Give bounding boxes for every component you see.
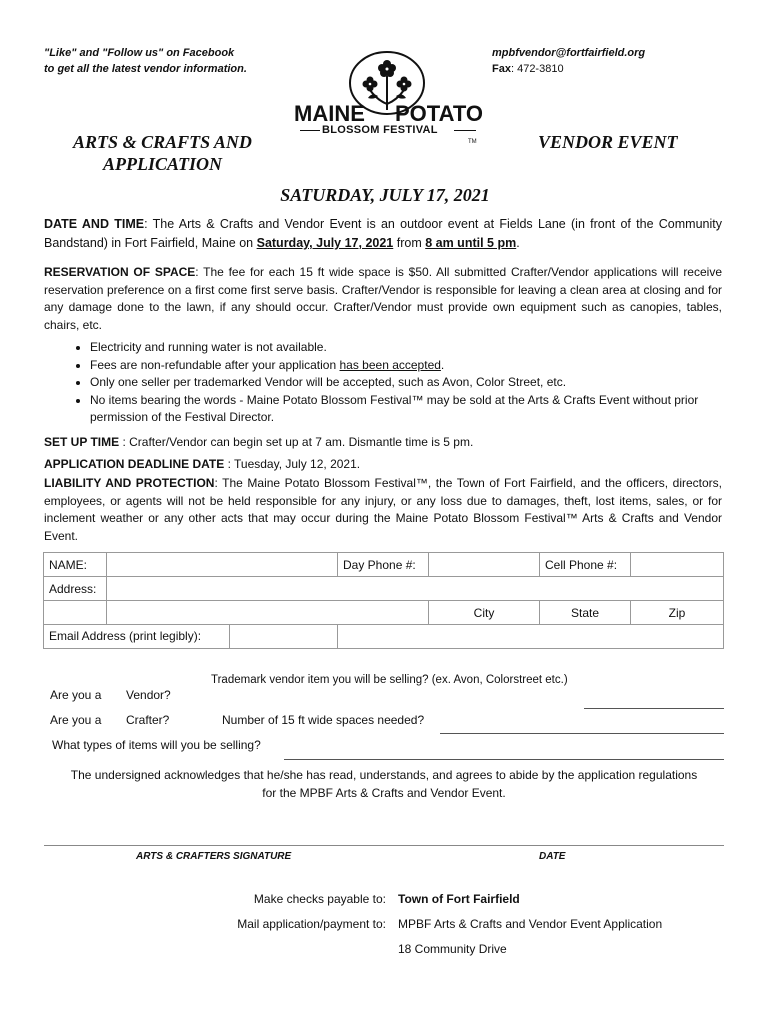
logo-blossom-festival: BLOSSOM FESTIVAL xyxy=(322,124,438,136)
event-hours: 8 am until 5 pm xyxy=(425,236,517,250)
trademark-question: Trademark vendor item you will be selling? (ex. Avon, Colorstreet etc.) xyxy=(211,674,568,686)
reservation-paragraph xyxy=(44,264,722,334)
liability-text: : The Maine Potato Blossom Festival™, the Town of Fort Fairfield, and the officers, directors, employees, or agents will not be held responsible for any injury, or any loss due to damages, theft, lost items, sales, or for inclement weather or any other acts that may occur during the Maine Potato Blossom Festival™ Arts & Crafts and Vendor Event. xyxy=(44,476,723,543)
are-you-label-2: Are you a xyxy=(50,713,102,727)
title-left-line2: APPLICATION xyxy=(102,154,222,174)
acknowledgement-line2: for the MPBF Arts & Crafts and Vendor Event. xyxy=(262,786,506,800)
contact-info xyxy=(492,45,645,77)
date-time-end: . xyxy=(516,236,520,250)
title-left xyxy=(60,131,265,175)
deadline-paragraph xyxy=(44,456,722,474)
state-label: State xyxy=(540,601,631,625)
cell-phone-field[interactable] xyxy=(631,553,724,577)
logo-potato: POTATO xyxy=(395,101,483,126)
date-label: DATE xyxy=(539,851,566,862)
crafter-checkbox-label[interactable]: Crafter? xyxy=(126,713,170,727)
setup-paragraph xyxy=(44,434,722,452)
list-item: • No items bearing the words - Maine Potato Blossom Festival™ may be sold at the Arts & Crafts Event without prior permission of the Festival Director. xyxy=(90,392,740,427)
address-field[interactable] xyxy=(107,577,724,601)
date-time-from: from xyxy=(393,236,426,250)
day-phone-label: Day Phone #: xyxy=(338,553,429,577)
address-label: Address: xyxy=(44,577,107,601)
date-time-label: DATE AND TIME xyxy=(44,217,145,231)
list-item xyxy=(90,357,740,375)
mail-label: Mail application/payment to: xyxy=(237,917,386,931)
logo-maine: MAINE xyxy=(294,101,365,126)
trademark-answer-line[interactable] xyxy=(584,708,724,709)
email-row xyxy=(44,625,338,649)
date-time-paragraph xyxy=(44,215,722,253)
date-time-text: : The Arts & Crafts and Vendor Event is an outdoor event at Fields Lane (in front of the Community Bandstand) in Fort Fairfield, Maine on xyxy=(44,217,722,250)
reservation-text: : The fee for each 15 ft wide space is $50. All submitted Crafter/Vendor applications will receive reservation preference on a first come first serve basis. Crafter/Vendor is responsible for leaving a clean area at closing and for any damage done to the lawn, if any should occur. Crafter/Vendor must provide own equipment such as canopies, tables, chairs, etc. xyxy=(44,265,722,332)
mail-address-line1: MPBF Arts & Crafts and Vendor Event Application xyxy=(398,917,663,931)
title-right: VENDOR EVENT xyxy=(538,132,678,152)
bullet-underlined: has been accepted xyxy=(339,357,441,372)
facebook-note-line2: to get all the latest vendor information. xyxy=(44,63,247,75)
vendor-checkbox-label[interactable]: Vendor? xyxy=(126,688,171,702)
fax-line xyxy=(492,61,645,77)
item-types-answer-line[interactable] xyxy=(284,759,724,760)
logo-rule-right xyxy=(454,130,476,131)
acknowledgement xyxy=(44,766,724,802)
address-line2-spacer xyxy=(44,601,107,625)
event-date: Saturday, July 17, 2021 xyxy=(256,236,394,250)
address-line2-field[interactable] xyxy=(107,601,429,625)
city-label: City xyxy=(429,601,540,625)
email-label: Email Address (print legibly): xyxy=(44,625,230,648)
signature-label: ARTS & CRAFTERS SIGNATURE xyxy=(136,851,292,862)
name-label: NAME: xyxy=(44,553,107,577)
bullet-text: Fees are non-refundable after your application xyxy=(90,357,340,372)
name-field[interactable] xyxy=(107,553,338,577)
deadline-label: APPLICATION DEADLINE DATE xyxy=(44,457,225,471)
facebook-note xyxy=(44,45,247,77)
fax-number: : 472-3810 xyxy=(510,63,564,75)
list-item: • Electricity and running water is not available. xyxy=(90,339,740,357)
vendor-email: mpbfvendor@fortfairfield.org xyxy=(492,47,646,59)
cell-phone-label: Cell Phone #: xyxy=(540,553,631,577)
deadline-text: : Tuesday, July 12, 2021. xyxy=(224,457,361,471)
liability-label: LIABILITY AND PROTECTION xyxy=(44,476,215,490)
setup-label: SET UP TIME xyxy=(44,435,120,449)
rules-list xyxy=(68,339,740,427)
fax-label: Fax xyxy=(492,63,511,75)
spaces-question: Number of 15 ft wide spaces needed? xyxy=(222,713,425,727)
spaces-answer-line[interactable] xyxy=(440,733,724,734)
logo-trademark: TM xyxy=(468,139,477,145)
festival-logo xyxy=(292,50,482,150)
list-item: • Only one seller per trademarked Vendor will be accepted, such as Avon, Color Street, etc. xyxy=(90,374,740,392)
checks-label: Make checks payable to: xyxy=(253,892,386,906)
checks-payee: Town of Fort Fairfield xyxy=(398,892,520,906)
logo-rule-left xyxy=(300,130,320,131)
bullet-end: . xyxy=(440,357,445,372)
acknowledgement-line1: The undersigned acknowledges that he/she has read, understands, and agrees to abide by the application regulations xyxy=(70,768,698,782)
mail-address-line2: 18 Community Drive xyxy=(398,942,507,956)
email-field-extension[interactable] xyxy=(338,625,724,649)
email-field[interactable] xyxy=(230,625,337,648)
day-phone-field[interactable] xyxy=(429,553,540,577)
event-date-title: SATURDAY, JULY 17, 2021 xyxy=(280,185,490,205)
item-types-question: What types of items will you be selling? xyxy=(52,738,261,752)
reservation-label: RESERVATION OF SPACE xyxy=(44,265,196,279)
are-you-label-1: Are you a xyxy=(50,688,102,702)
setup-text: : Crafter/Vendor can begin set up at 7 am. Dismantle time is 5 pm. xyxy=(119,435,474,449)
facebook-note-line1: "Like" and "Follow us" on Facebook xyxy=(44,47,235,59)
vendor-info-table xyxy=(43,552,724,649)
zip-label: Zip xyxy=(631,601,724,625)
liability-paragraph xyxy=(44,475,722,545)
title-left-line1: ARTS & CRAFTS AND xyxy=(73,132,252,152)
signature-line[interactable] xyxy=(44,845,724,846)
